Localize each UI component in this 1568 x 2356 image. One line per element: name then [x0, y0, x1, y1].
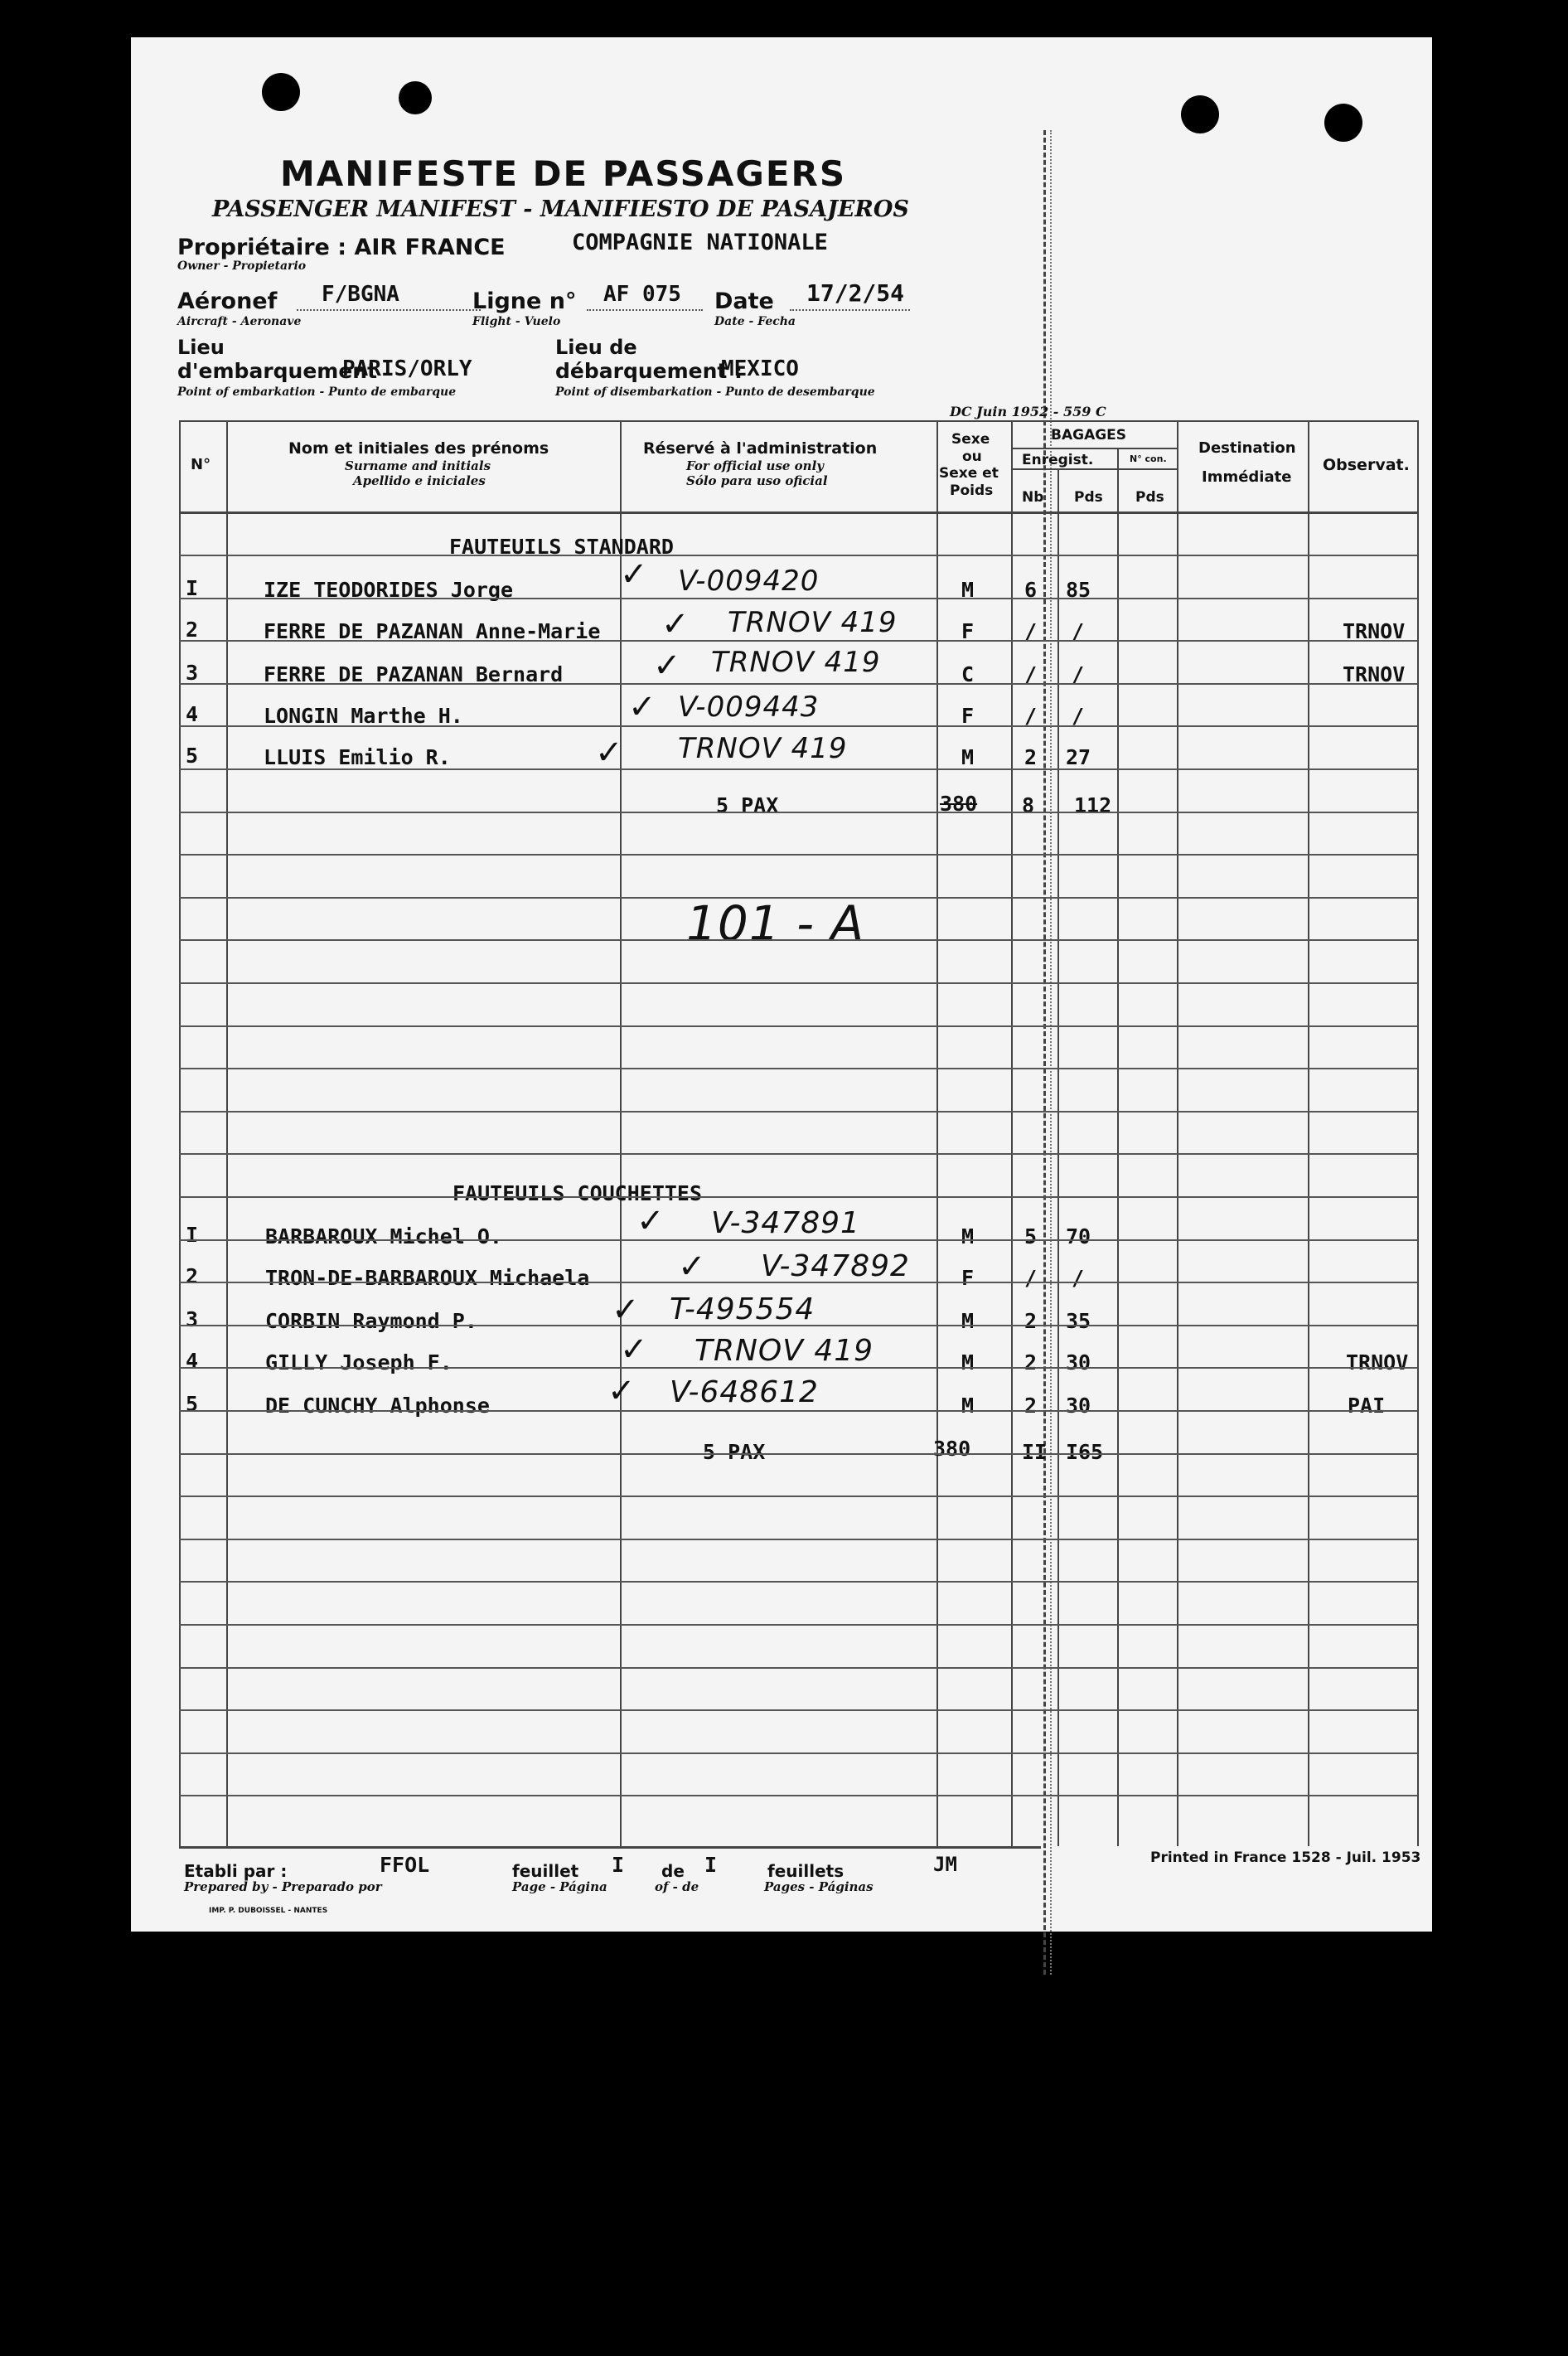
established-sub: Prepared by - Preparado por	[184, 1879, 382, 1894]
manifest-sheet	[131, 37, 1432, 1932]
row-rule	[179, 939, 1417, 941]
col-header-admin-3: Sólo para uso oficial	[686, 473, 828, 488]
row-obs: PAI	[1348, 1394, 1386, 1418]
row-rule	[179, 982, 1417, 984]
row-no: 5	[186, 744, 199, 768]
col-header-dest-2: Immédiate	[1202, 468, 1292, 486]
row-no: 4	[186, 702, 199, 726]
row-nb: 5	[1024, 1224, 1038, 1248]
check-mark: ✓	[661, 605, 690, 643]
section-couchettes-title: FAUTEUILS COUCHETTES	[452, 1181, 703, 1205]
row-no: I	[186, 1223, 199, 1247]
col-header-admin-2: For official use only	[686, 458, 824, 473]
row-no: 5	[186, 1392, 199, 1416]
row-rule	[179, 1367, 1417, 1369]
row-rule	[179, 1325, 1417, 1326]
row-no: 3	[186, 661, 199, 685]
row-rule	[179, 1153, 1417, 1155]
row-name: FERRE DE PAZANAN Anne-Marie	[264, 619, 601, 643]
row-sex: F	[961, 619, 975, 643]
disembark-label-1: Lieu de	[555, 336, 637, 359]
row-name: LLUIS Emilio R.	[264, 745, 451, 769]
footer-top-line	[179, 1846, 1041, 1849]
row-rule	[179, 640, 1417, 642]
row-nb: 2	[1024, 1309, 1038, 1333]
row-rule	[179, 598, 1417, 599]
row-rule	[179, 812, 1417, 813]
row-pds: 30	[1066, 1394, 1091, 1418]
check-mark: ✓	[678, 1248, 706, 1286]
row-sex: F	[961, 704, 975, 728]
row-rule	[179, 1709, 1417, 1711]
row-admin-handwritten: V-648612	[670, 1375, 819, 1409]
row-admin-handwritten: TRNOV 419	[711, 646, 881, 679]
couchettes-total-nb: II	[1022, 1440, 1048, 1464]
initials: JM	[933, 1853, 957, 1876]
row-obs: TRNOV	[1343, 662, 1406, 686]
row-nb: 6	[1024, 578, 1038, 602]
embark-value: PARIS/ORLY	[342, 356, 472, 381]
row-pds: 70	[1066, 1224, 1091, 1248]
aircraft-underline	[297, 309, 481, 311]
col-line-5	[1011, 420, 1013, 1846]
row-admin-handwritten: V-347891	[711, 1206, 860, 1240]
col-line-4	[936, 420, 938, 1846]
row-sex: M	[961, 578, 975, 602]
row-sex: M	[961, 745, 975, 769]
of-value: I	[704, 1853, 718, 1877]
row-name: LONGIN Marthe H.	[264, 704, 463, 728]
row-pds: /	[1072, 704, 1085, 728]
punch-hole-right-1	[1181, 95, 1219, 133]
col-line-9	[1308, 420, 1309, 1846]
line-value: AF 075	[603, 282, 681, 307]
row-nb: /	[1024, 704, 1038, 728]
row-pds: 85	[1066, 578, 1091, 602]
sheets-sub: Pages - Páginas	[764, 1879, 874, 1894]
aircraft-label: Aéronef	[177, 288, 278, 314]
manifest-title: MANIFESTE DE PASSAGERS	[280, 153, 847, 194]
row-rule	[179, 897, 1417, 899]
col-header-pds: Pds	[1074, 489, 1103, 506]
col-header-nb: Nb	[1022, 489, 1044, 506]
established-label: Etabli par :	[184, 1861, 288, 1881]
row-pds: /	[1072, 619, 1085, 643]
row-rule	[179, 1539, 1417, 1540]
check-mark: ✓	[595, 734, 623, 772]
row-name: CORBIN Raymond P.	[265, 1309, 477, 1333]
row-admin-handwritten: V-009443	[678, 691, 820, 724]
col-line-3	[620, 420, 622, 1846]
disembark-value: MEXICO	[721, 356, 799, 381]
sheets-label: feuillets	[767, 1861, 844, 1881]
row-sex: M	[961, 1350, 975, 1374]
row-rule	[179, 1581, 1417, 1583]
row-admin-handwritten: T-495554	[670, 1292, 815, 1326]
check-mark: ✓	[620, 1331, 648, 1369]
embark-sub: Point of embarkation - Punto de embarque	[177, 385, 457, 399]
col-header-bagages: BAGAGES	[1051, 427, 1127, 444]
row-rule	[179, 1667, 1417, 1669]
sheet-label: feuillet	[512, 1861, 579, 1881]
row-name: BARBAROUX Michel O.	[265, 1224, 502, 1248]
row-no: I	[186, 576, 199, 600]
row-rule	[179, 1111, 1417, 1113]
row-no: 2	[186, 618, 199, 642]
col-line-6	[1057, 468, 1059, 1846]
aircraft-value: F/BGNA	[322, 282, 399, 307]
col-header-sex-2: ou	[962, 448, 982, 465]
row-rule	[179, 725, 1417, 727]
row-admin-handwritten: V-347892	[761, 1249, 910, 1283]
row-nb: /	[1024, 1266, 1038, 1290]
row-nb: 2	[1024, 745, 1038, 769]
row-obs: TRNOV	[1346, 1350, 1409, 1374]
col-header-name-1: Nom et initiales des prénoms	[288, 439, 549, 458]
bagages-split	[1011, 448, 1177, 449]
standard-total-nb: 8	[1022, 793, 1035, 817]
line-label: Ligne n°	[472, 288, 577, 314]
col-header-sex-1: Sexe	[951, 431, 990, 448]
owner-label: Propriétaire : AIR FRANCE	[177, 235, 506, 260]
sheet-sub: Page - Página	[512, 1879, 607, 1894]
table-top-left	[179, 420, 1041, 422]
row-rule	[179, 768, 1417, 770]
col-line-10	[1417, 420, 1419, 1846]
col-line-8	[1177, 420, 1178, 1846]
row-no: 2	[186, 1264, 199, 1288]
col-header-no: N°	[191, 456, 211, 473]
handwritten-note: 101 - A	[686, 895, 865, 952]
row-pds: 35	[1066, 1309, 1091, 1333]
col-line-7	[1117, 448, 1119, 1846]
row-rule	[179, 1025, 1417, 1027]
row-rule	[179, 1752, 1417, 1754]
row-sex: F	[961, 1266, 975, 1290]
row-name: DE CUNCHY Alphonse	[265, 1394, 490, 1418]
col-header-ncon: N° con.	[1130, 453, 1167, 464]
standard-total-weight: 380	[940, 792, 978, 816]
row-rule	[179, 1496, 1417, 1497]
col-header-name-2: Surname and initials	[345, 458, 491, 473]
check-mark: ✓	[612, 1291, 640, 1329]
row-nb: 2	[1024, 1394, 1038, 1418]
owner-sub: Owner - Propietario	[177, 259, 307, 273]
row-rule	[179, 1453, 1417, 1455]
col-header-admin-1: Réservé à l'administration	[643, 439, 878, 458]
col-header-sex-4: Poids	[950, 482, 994, 499]
punch-hole-left	[262, 73, 300, 111]
company-name: COMPAGNIE NATIONALE	[572, 230, 828, 255]
row-name: GILLY Joseph F.	[265, 1350, 452, 1374]
line-sub: Flight - Vuelo	[472, 315, 561, 328]
section-standard-title: FAUTEUILS STANDARD	[449, 535, 674, 559]
check-mark: ✓	[620, 555, 648, 594]
row-rule	[179, 1239, 1417, 1241]
row-rule	[179, 1410, 1417, 1412]
printed-in-france: Printed in France 1528 - Juil. 1953	[1150, 1849, 1421, 1866]
row-rule	[179, 555, 1417, 556]
couchettes-total-pds: I65	[1066, 1440, 1104, 1464]
row-sex: C	[961, 662, 975, 686]
col-header-sex-3: Sexe et	[939, 465, 999, 482]
col-line-2	[226, 420, 228, 1846]
standard-total-pax: 5 PAX	[716, 793, 779, 817]
row-rule	[179, 683, 1417, 685]
row-nb: /	[1024, 662, 1038, 686]
form-code: DC Juin 1952 - 559 C	[950, 404, 1106, 419]
row-obs: TRNOV	[1343, 619, 1406, 643]
row-pds: /	[1072, 662, 1085, 686]
row-rule	[179, 1068, 1417, 1069]
row-rule	[179, 854, 1417, 856]
embark-label-1: Lieu	[177, 336, 225, 359]
row-pds: /	[1072, 1266, 1085, 1290]
date-sub: Date - Fecha	[714, 315, 796, 328]
row-pds: 30	[1066, 1350, 1091, 1374]
of-sub: of - de	[655, 1879, 699, 1894]
couchettes-total-weight: 380	[933, 1437, 971, 1461]
col-line-1	[179, 420, 181, 1846]
col-header-dest-1: Destination	[1198, 439, 1296, 457]
date-underline	[790, 309, 910, 311]
standard-total-pds: 112	[1074, 793, 1112, 817]
row-name: TRON-DE-BARBAROUX Michaela	[265, 1266, 590, 1290]
row-nb: /	[1024, 619, 1038, 643]
row-no: 4	[186, 1349, 199, 1373]
couchettes-total-pax: 5 PAX	[703, 1440, 766, 1464]
date-value: 17/2/54	[806, 279, 905, 307]
disembark-label-2: débarquement :	[555, 359, 743, 383]
aircraft-sub: Aircraft - Aeronave	[177, 315, 302, 328]
established-value: FFOL	[380, 1853, 430, 1877]
manifest-subtitle: PASSENGER MANIFEST - MANIFIESTO DE PASAJEROS	[212, 196, 909, 222]
col-header-name-3: Apellido e iniciales	[353, 473, 486, 488]
punch-hole-right-2	[1324, 104, 1362, 142]
line-underline	[587, 309, 703, 311]
col-header-enregist: Enregist.	[1022, 452, 1094, 468]
disembark-sub: Point of disembarkation - Punto de desembarque	[555, 385, 875, 399]
row-sex: M	[961, 1394, 975, 1418]
row-rule	[179, 1795, 1417, 1796]
row-no: 3	[186, 1307, 199, 1331]
printer-credit: IMP. P. DUBOISSEL - NANTES	[209, 1907, 328, 1915]
date-label: Date	[714, 288, 774, 314]
embark-label-2: d'embarquement	[177, 359, 378, 383]
row-sex: M	[961, 1224, 975, 1248]
row-name: IZE TEODORIDES Jorge	[264, 578, 514, 602]
check-mark: ✓	[607, 1372, 636, 1410]
row-sex: M	[961, 1309, 975, 1333]
row-rule	[179, 1624, 1417, 1626]
of-label: de	[661, 1861, 685, 1881]
sheet-value: I	[612, 1853, 625, 1877]
col-header-pds2: Pds	[1135, 489, 1164, 506]
check-mark: ✓	[653, 647, 681, 685]
punch-hole-center	[399, 81, 432, 114]
table-header-bottom	[179, 511, 1417, 514]
row-name: FERRE DE PAZANAN Bernard	[264, 662, 564, 686]
col-header-observ: Observat.	[1323, 456, 1410, 474]
check-mark: ✓	[628, 688, 656, 726]
row-rule	[179, 1282, 1417, 1283]
row-rule	[179, 1196, 1417, 1198]
row-admin-handwritten: TRNOV 419	[678, 732, 848, 765]
row-nb: 2	[1024, 1350, 1038, 1374]
row-admin-handwritten: TRNOV 419	[728, 606, 898, 639]
enregist-split	[1011, 468, 1177, 470]
check-mark: ✓	[636, 1202, 665, 1240]
row-pds: 27	[1066, 745, 1091, 769]
row-admin-handwritten: V-009420	[678, 565, 820, 598]
row-admin-handwritten: TRNOV 419	[694, 1334, 874, 1368]
